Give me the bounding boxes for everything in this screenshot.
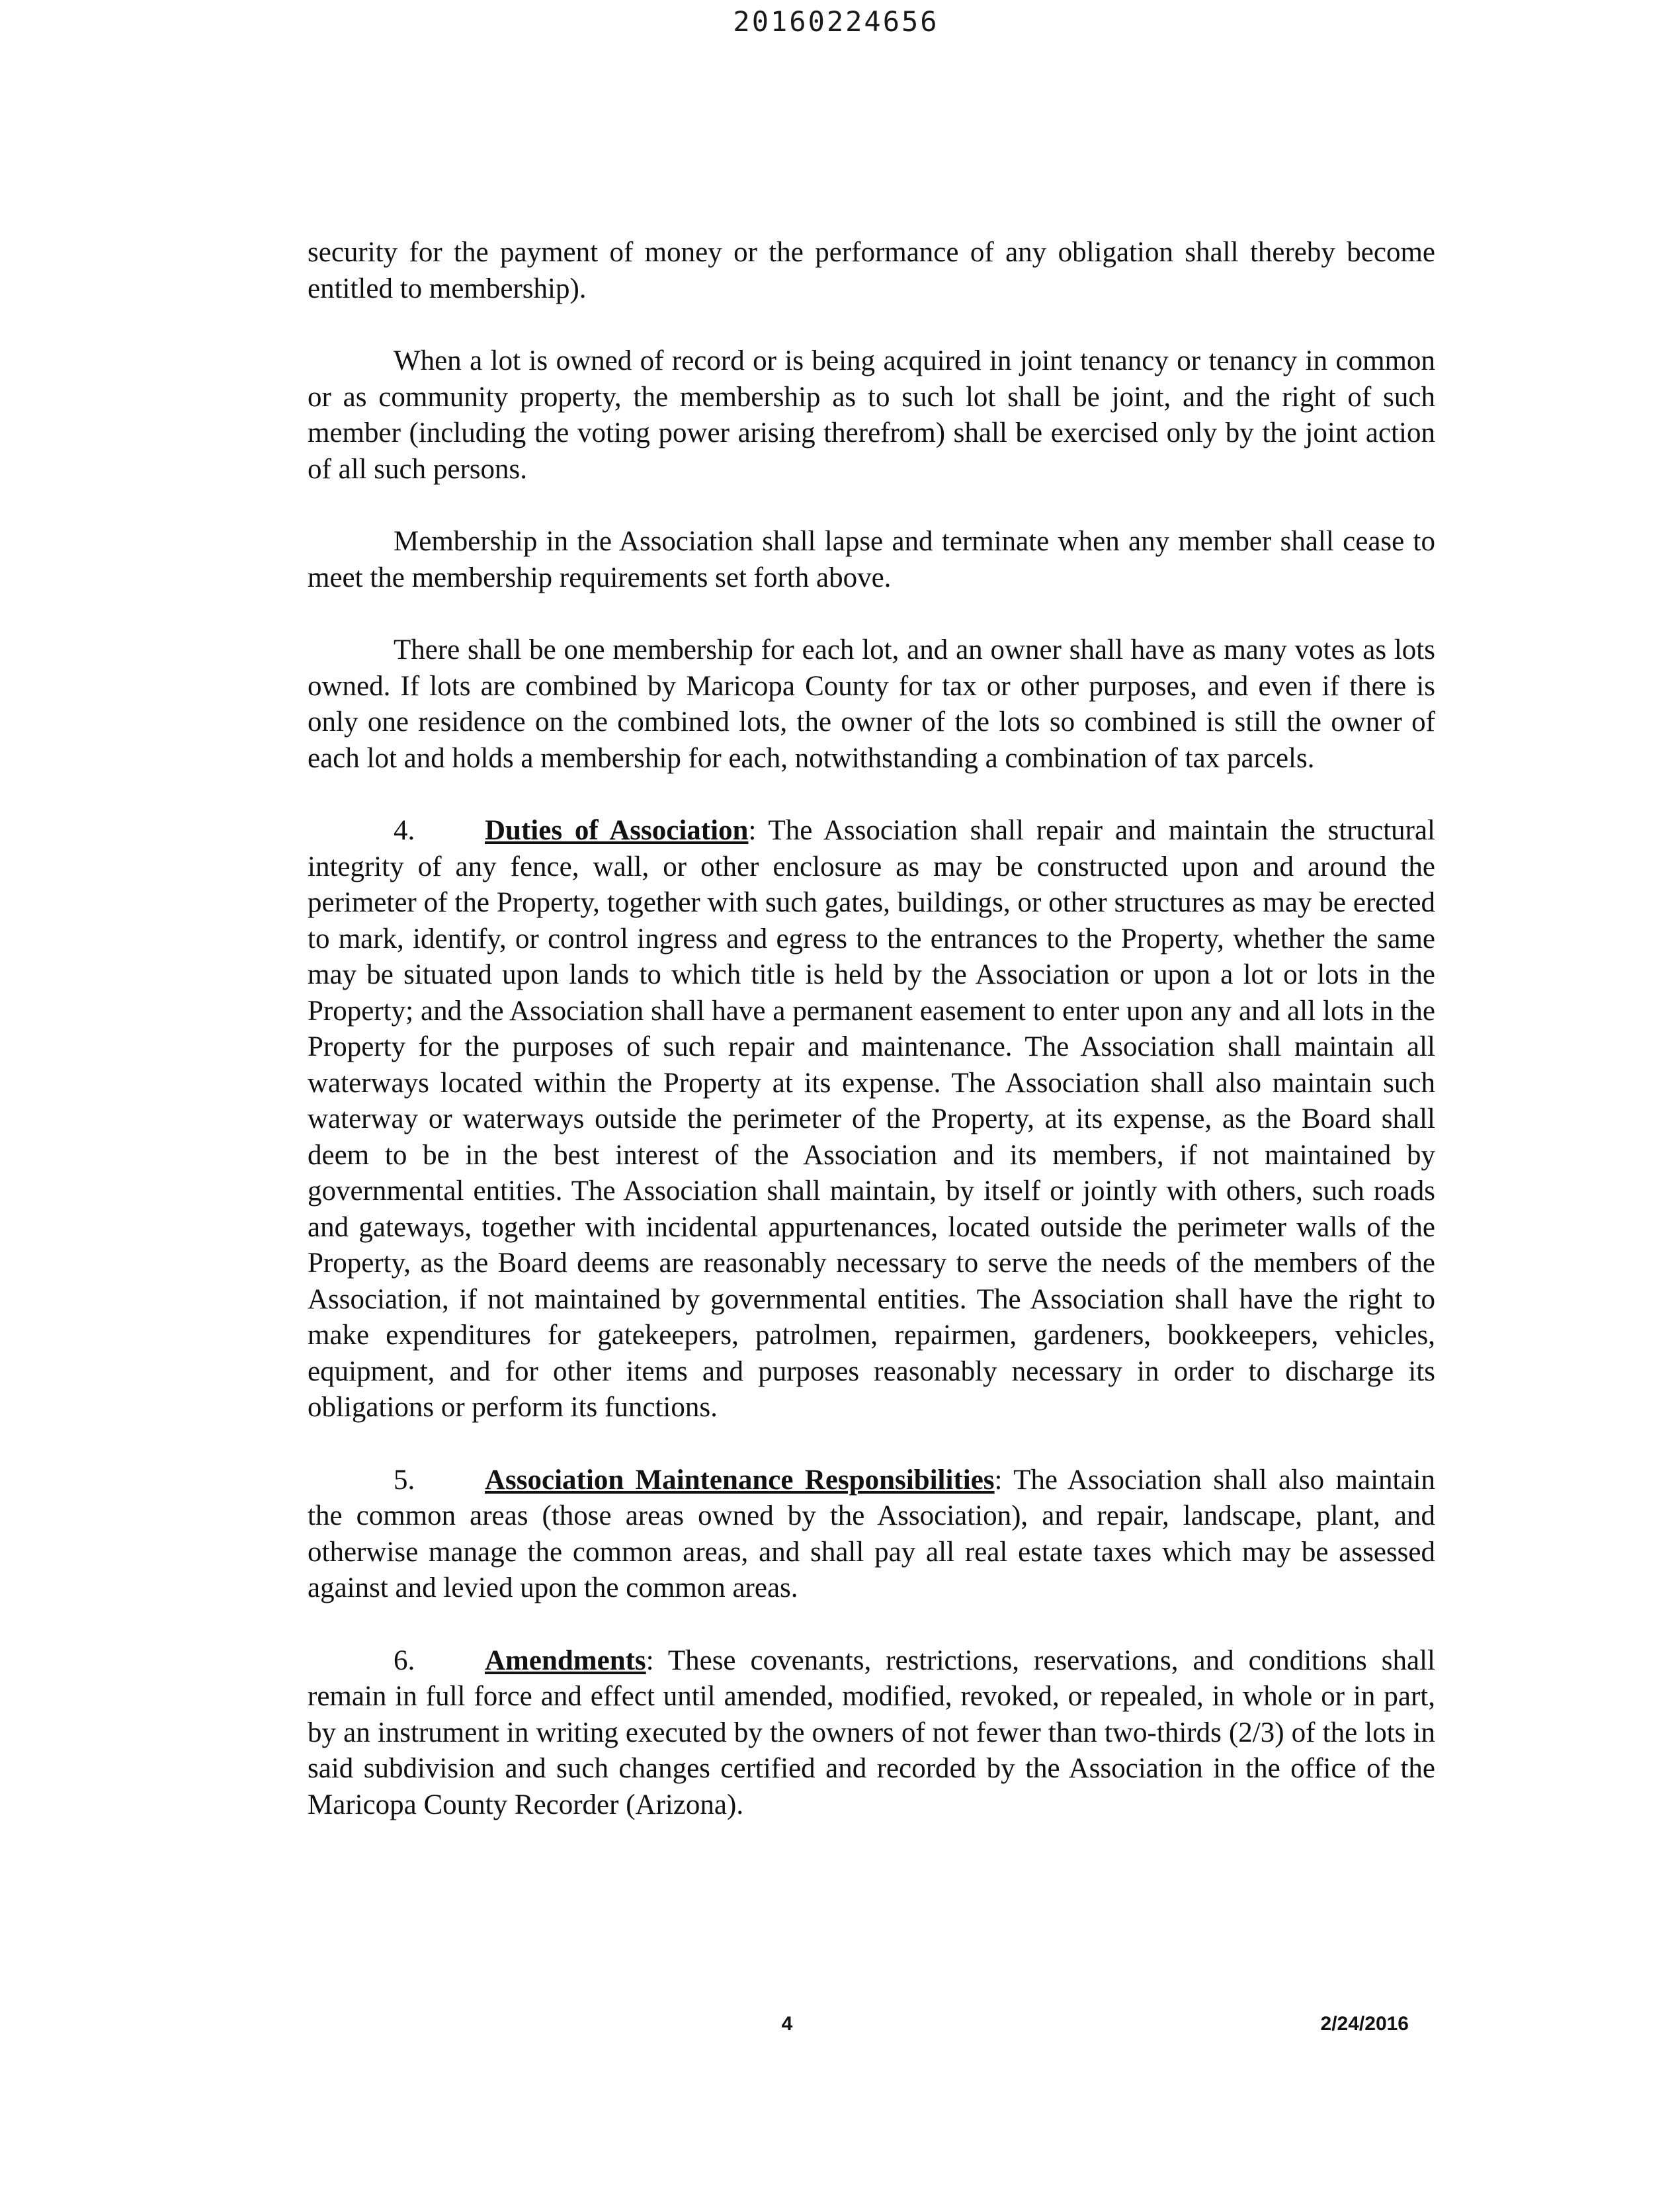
section-duties-of-association <box>308 813 1435 1426</box>
document-number: 20160224656 <box>733 5 939 38</box>
page-number: 4 <box>781 2013 793 2035</box>
paragraph-votes <box>308 632 1435 777</box>
section-amendments <box>308 1643 1435 1824</box>
section-heading: Amendments <box>485 1644 646 1676</box>
footer-date: 2/24/2016 <box>1320 2013 1409 2035</box>
paragraph-text: There shall be one membership for each lot, and an owner shall have as many votes as lots owned. If lots are combined by Maricopa County for tax or other purposes, and even if there is only one residence on the combined lots, the owner of the lots so combined is still the owner of each lot and holds a membership for each, notwithstanding a combination of tax parcels. <box>308 634 1435 774</box>
section-heading: Duties of Association <box>485 815 749 846</box>
section-text: : The Association shall repair and maintain the structural integrity of any fence, wall, or other enclosure as may be constructed upon and around the perimeter of the Property, together with such gates, buildings, or other structures as may be erected to mark, identify, or control ingress and egress to the entrances to the Property, whether the same may be situated upon lands to which title is held by the Association or upon a lot or lots in the Property; and the Association shall have a permanent easement to enter upon any and all lots in the Property for the purposes of such repair and maintenance. The Association shall maintain all waterways located within the Property at its expense. The Association shall also maintain such waterway or waterways outside the perimeter of the Property, at its expense, as the Board shall deem to be in the best interest of the Association and its members, if not maintained by governmental entities. The Association shall maintain, by itself or jointly with others, such roads and gateways, together with incidental appurtenances, located outside the perimeter walls of the Property, as the Board deems are reasonably necessary to serve the needs of the members of the Association, if not maintained by governmental entities. The Association shall have the right to make expenditures for gatekeepers, patrolmen, repairmen, gardeners, bookkeepers, vehicles, equipment, and for other items and purposes reasonably necessary in order to discharge its obligations or perform its functions. <box>308 815 1435 1423</box>
paragraph-joint-ownership <box>308 343 1435 488</box>
section-text: : These covenants, restrictions, reservations, and conditions shall remain in full force and effect until amended, modified, revoked, or repealed, in whole or in part, by an instrument in writing executed by the owners of not fewer than two-thirds (2/3) of the lots in said subdivision and such changes certified and recorded by the Association in the office of the Maricopa County Recorder (Arizona). <box>308 1644 1435 1820</box>
paragraph-continuation: security for the payment of money or the performance of any obligation shall thereby become entitled to membership). <box>308 237 1435 304</box>
paragraph-membership-lapse <box>308 524 1435 596</box>
document-body <box>308 235 1435 1859</box>
section-number: 4. <box>394 815 415 846</box>
section-number: 6. <box>394 1644 415 1676</box>
paragraph-text: Membership in the Association shall lapse and terminate when any member shall cease to meet the membership requirements set forth above. <box>308 526 1435 593</box>
section-text: : The Association shall also maintain the common areas (those areas owned by the Association), and repair, landscape, plant, and otherwise manage the common areas, and shall pay all real estate taxes which may be assessed against and levied upon the common areas. <box>308 1464 1435 1603</box>
section-maintenance-responsibilities <box>308 1463 1435 1607</box>
section-heading: Association Maintenance Responsibilities <box>485 1464 995 1496</box>
section-number: 5. <box>394 1464 415 1496</box>
paragraph-text: When a lot is owned of record or is being acquired in joint tenancy or tenancy in common or as community property, the membership as to such lot shall be joint, and the right of such member (including the voting power arising therefrom) shall be exercised only by the joint action of all such persons. <box>308 345 1435 485</box>
